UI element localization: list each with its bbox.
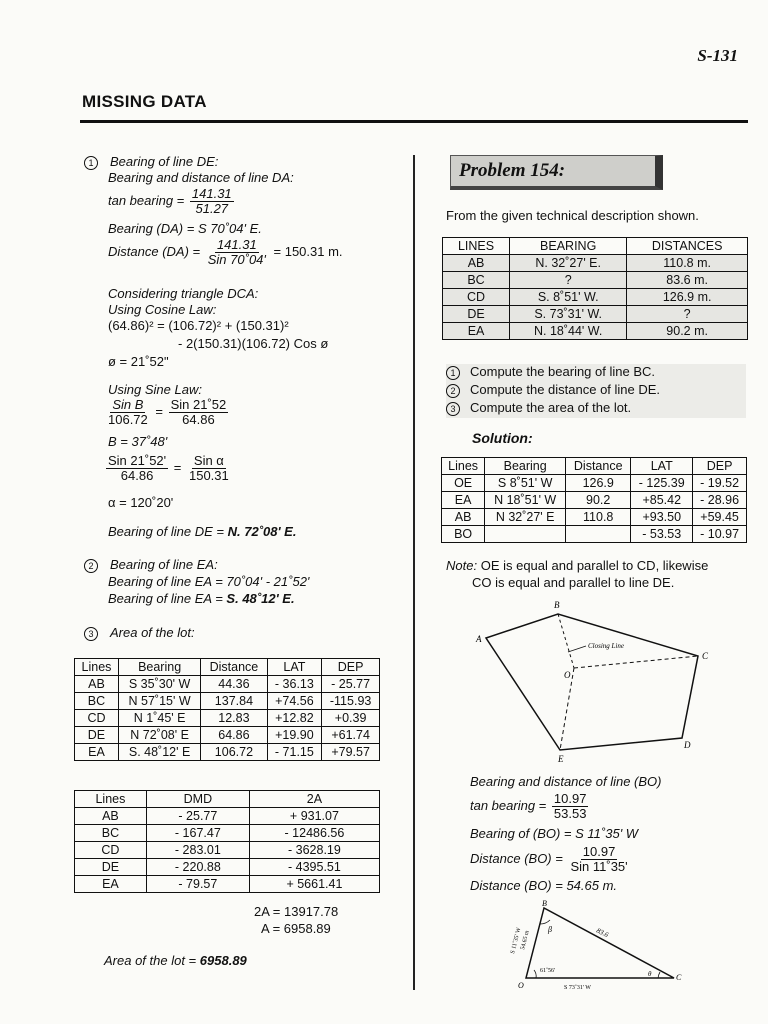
beta-label: β [548, 925, 552, 934]
cell: 106.72 [201, 744, 267, 761]
cell: +85.42 [631, 492, 693, 509]
cell: 137.84 [201, 693, 267, 710]
area-table [74, 658, 380, 761]
cell: + 5661.41 [249, 876, 379, 893]
angle-label: 61˚56' [540, 968, 556, 974]
distance-result: = 150.31 m. [273, 243, 343, 259]
cell: N. 18˚44' W. [510, 323, 627, 340]
step-1-marker: 1 [84, 156, 98, 170]
table-row [442, 492, 747, 509]
distance-denominator: Sin 70˚04' [207, 252, 266, 267]
task-list [446, 364, 746, 418]
table-row [442, 509, 747, 526]
cell: - 25.77 [322, 676, 380, 693]
base-bearing-label: S 73˚31' W [564, 985, 591, 991]
task-marker: 3 [446, 402, 460, 416]
de-value: N. 72˚08' E. [227, 524, 297, 539]
cell: BC [75, 693, 119, 710]
table-row [443, 255, 748, 272]
b-result: B = 37˚48' [108, 434, 168, 449]
col-header: LAT [267, 659, 322, 676]
closing-line-leader [568, 646, 586, 652]
cell [485, 526, 566, 543]
cell: +93.50 [631, 509, 693, 526]
distance-fraction [206, 238, 268, 267]
col-header: DMD [146, 791, 249, 808]
cell: CD [443, 289, 510, 306]
vertex-d: D [684, 740, 691, 750]
lot-boundary [486, 614, 698, 750]
cell: +12.82 [267, 710, 322, 727]
cell: EA [443, 323, 510, 340]
bo-bearing: Bearing of (BO) = S 11˚35' W [470, 826, 639, 841]
ea-value: S. 48˚12' E. [226, 591, 295, 606]
cell: AB [75, 808, 147, 825]
co-line [574, 656, 698, 668]
bc-length-label: 83.6 [595, 926, 610, 939]
table-row [75, 710, 380, 727]
col-header: Lines [442, 458, 485, 475]
cell: - 71.15 [267, 744, 322, 761]
cell: 126.9 m. [627, 289, 748, 306]
section-title: MISSING DATA [82, 92, 207, 111]
task-item [446, 400, 746, 418]
col-header: BEARING [510, 238, 627, 255]
cell: 12.83 [201, 710, 267, 727]
cell: AB [75, 676, 119, 693]
bo-bearing-label: S 11˚35' W [510, 927, 523, 955]
sine1-right-den: 64.86 [182, 412, 215, 427]
bo-length-label: 54.65 m [520, 929, 531, 951]
task-text: Compute the bearing of line BC. [470, 364, 655, 379]
lot-polygon-diagram [460, 596, 730, 766]
cell: - 4395.51 [249, 859, 379, 876]
task-text: Compute the distance of line DE. [470, 382, 661, 397]
col-header: LINES [443, 238, 510, 255]
cell: 126.9 [566, 475, 631, 492]
distance-numerator: 141.31 [216, 237, 257, 252]
cell: CD [75, 710, 119, 727]
cell: - 125.39 [631, 475, 693, 492]
cell [566, 526, 631, 543]
closing-line [558, 614, 574, 668]
solution-label: Solution: [472, 430, 533, 446]
header-rule [80, 120, 748, 123]
cell: N 57˚15' W [118, 693, 200, 710]
sum-2a: 2A = 13917.78 [254, 904, 339, 919]
cell: ? [510, 272, 627, 289]
table-header [75, 659, 380, 676]
cosine-equation-2: - 2(150.31)(106.72) Cos ø [178, 336, 329, 351]
vertex-b: B [554, 600, 560, 610]
table-row [75, 842, 380, 859]
sine2-right-num: Sin α [193, 453, 224, 468]
step-2-heading: Bearing of line EA: [110, 557, 218, 572]
tan-denominator: 51.27 [195, 201, 229, 216]
task-item [446, 364, 746, 382]
closing-line-label: Closing Line [588, 642, 624, 650]
col-header: Bearing [118, 659, 200, 676]
vertex-e: E [558, 754, 564, 764]
note-line-2: CO is equal and parallel to line DE. [472, 575, 675, 590]
table-row [443, 306, 748, 323]
table-row [442, 475, 747, 492]
cell: AB [442, 509, 485, 526]
cell: +61.74 [322, 727, 380, 744]
cell: - 79.57 [146, 876, 249, 893]
alpha-result: α = 120˚20' [108, 495, 174, 510]
cell: +0.39 [322, 710, 380, 727]
cell: - 12486.56 [249, 825, 379, 842]
table-row [443, 289, 748, 306]
sine1-right-fraction [169, 398, 229, 427]
vertex-c2: C [676, 973, 682, 982]
step-3-marker: 3 [84, 627, 98, 641]
cell: +74.56 [267, 693, 322, 710]
vertex-o2: O [518, 981, 524, 990]
cell: - 283.01 [146, 842, 249, 859]
task-marker: 2 [446, 384, 460, 398]
col-header: Distance [201, 659, 267, 676]
bo-distance-den: Sin 11˚35' [570, 859, 628, 874]
equals: = [173, 459, 182, 475]
cell: - 19.52 [693, 475, 747, 492]
cell: S 35˚30' W [118, 676, 200, 693]
table-row [75, 808, 380, 825]
bo-heading: Bearing and distance of line (BO) [470, 774, 662, 789]
cosine-equation-1: (64.86)² = (106.72)² + (150.31)² [108, 318, 289, 333]
task-marker: 1 [446, 366, 460, 380]
step-2-marker: 2 [84, 559, 98, 573]
col-header: DISTANCES [627, 238, 748, 255]
solution-table [441, 457, 747, 543]
tan-label: tan bearing = [108, 192, 185, 208]
table-row [75, 727, 380, 744]
cell: 83.6 m. [627, 272, 748, 289]
table-row [75, 859, 380, 876]
de-label: Bearing of line DE = [108, 524, 224, 539]
col-header: Distance [566, 458, 631, 475]
cell: DE [75, 727, 119, 744]
theta-label: θ [648, 970, 652, 978]
table-row [75, 825, 380, 842]
sine1-right-num: Sin 21˚52 [170, 397, 227, 412]
equals: = [155, 403, 163, 419]
sine1-left-fraction [106, 398, 150, 427]
dmd-table [74, 790, 380, 893]
cell: -115.93 [322, 693, 380, 710]
oe-line [560, 668, 574, 750]
column-divider [413, 155, 415, 990]
table-row [442, 526, 747, 543]
note-label: Note: [446, 558, 478, 573]
col-header: Bearing [485, 458, 566, 475]
table-row [75, 744, 380, 761]
triangle-heading: Considering triangle DCA: [108, 286, 259, 301]
cell: CD [75, 842, 147, 859]
cell: - 25.77 [146, 808, 249, 825]
cell: +59.45 [693, 509, 747, 526]
step-1-heading: Bearing of line DE: [110, 154, 219, 169]
intro-text: From the given technical description shown. [446, 208, 699, 223]
cell: S. 48˚12' E [118, 744, 200, 761]
cell: 110.8 [566, 509, 631, 526]
col-header: DEP [693, 458, 747, 475]
cell: - 53.53 [631, 526, 693, 543]
cell: DE [443, 306, 510, 323]
cell: BC [443, 272, 510, 289]
phi-result: ø = 21˚52" [108, 354, 169, 369]
vertex-b2: B [542, 899, 547, 908]
cell: S. 8˚51' W. [510, 289, 627, 306]
cell: BC [75, 825, 147, 842]
col-header: DEP [322, 659, 380, 676]
cell: S. 73˚31' W. [510, 306, 627, 323]
col-header: Lines [75, 791, 147, 808]
step-1-subheading: Bearing and distance of line DA: [108, 170, 294, 185]
note-line-1: OE is equal and parallel to CD, likewise [480, 558, 709, 573]
sine1-left-num: Sin B [112, 397, 144, 412]
vertex-c: C [702, 651, 709, 661]
triangle-diagram [498, 898, 694, 992]
cell: - 220.88 [146, 859, 249, 876]
col-header: Lines [75, 659, 119, 676]
cell: EA [75, 876, 147, 893]
table-header [442, 458, 747, 475]
bo-distance-result: Distance (BO) = 54.65 m. [470, 878, 618, 893]
cell: - 36.13 [267, 676, 322, 693]
cosine-heading: Using Cosine Law: [108, 302, 217, 317]
tan-fraction [190, 187, 234, 216]
cell: DE [75, 859, 147, 876]
table-row [75, 876, 380, 893]
bo-distance-label: Distance (BO) = [470, 850, 563, 866]
cell: S 8˚51' W [485, 475, 566, 492]
table-header [75, 791, 380, 808]
cell: - 167.47 [146, 825, 249, 842]
cell: 90.2 m. [627, 323, 748, 340]
page-number: S-131 [697, 46, 738, 65]
sum-a: A = 6958.89 [261, 921, 331, 936]
cell: BO [442, 526, 485, 543]
cell: EA [75, 744, 119, 761]
bo-tan-num: 10.97 [553, 791, 587, 806]
cell: +19.90 [267, 727, 322, 744]
col-header: 2A [249, 791, 379, 808]
sine1-left-den: 106.72 [108, 412, 148, 427]
bearing-da: Bearing (DA) = S 70˚04' E. [108, 221, 262, 236]
bo-distance-num: 10.97 [582, 844, 616, 859]
table-row [75, 693, 380, 710]
sine2-right-den: 150.31 [188, 468, 229, 483]
cell: N 18˚51' W [485, 492, 566, 509]
bo-tan-fraction [552, 792, 589, 821]
cell: 64.86 [201, 727, 267, 744]
table-row [443, 272, 748, 289]
cell: N. 32˚27' E. [510, 255, 627, 272]
tan-numerator: 141.31 [191, 186, 232, 201]
description-table [442, 237, 748, 340]
cell: N 72˚08' E [118, 727, 200, 744]
bo-distance-fraction [568, 845, 629, 874]
col-header: LAT [631, 458, 693, 475]
table-row [75, 676, 380, 693]
table-row [443, 323, 748, 340]
o-angle-arc [534, 970, 536, 978]
sine2-left-num: Sin 21˚52' [108, 453, 167, 468]
task-text: Compute the area of the lot. [470, 400, 632, 415]
cell: 90.2 [566, 492, 631, 509]
step-3-heading: Area of the lot: [110, 625, 195, 640]
bo-tan-den: 53.53 [553, 806, 587, 821]
bo-tan-label: tan bearing = [470, 797, 547, 813]
task-item [446, 382, 746, 400]
problem-label: Problem 154: [450, 155, 663, 190]
area-label: Area of the lot = [104, 953, 197, 968]
cell: EA [442, 492, 485, 509]
cell: N 32˚27' E [485, 509, 566, 526]
sine2-left-fraction [106, 454, 168, 483]
ea-label: Bearing of line EA = [108, 591, 223, 606]
cell: OE [442, 475, 485, 492]
distance-label: Distance (DA) = [108, 243, 201, 259]
cell: 110.8 m. [627, 255, 748, 272]
cell: + 931.07 [249, 808, 379, 825]
cell: - 3628.19 [249, 842, 379, 859]
ea-equation: Bearing of line EA = 70˚04' - 21˚52' [108, 574, 310, 589]
sine-heading: Using Sine Law: [108, 382, 202, 397]
sine2-left-den: 64.86 [120, 468, 154, 483]
cell: +79.57 [322, 744, 380, 761]
vertex-o: O [564, 670, 571, 680]
table-header [443, 238, 748, 255]
area-value: 6958.89 [199, 953, 247, 968]
sine2-right-fraction [187, 454, 231, 483]
cell: - 28.96 [693, 492, 747, 509]
cell: - 10.97 [693, 526, 747, 543]
cell: N 1˚45' E [118, 710, 200, 727]
cell: ? [627, 306, 748, 323]
cell: 44.36 [201, 676, 267, 693]
theta-arc [658, 972, 660, 978]
cell: AB [443, 255, 510, 272]
vertex-a: A [476, 634, 482, 644]
